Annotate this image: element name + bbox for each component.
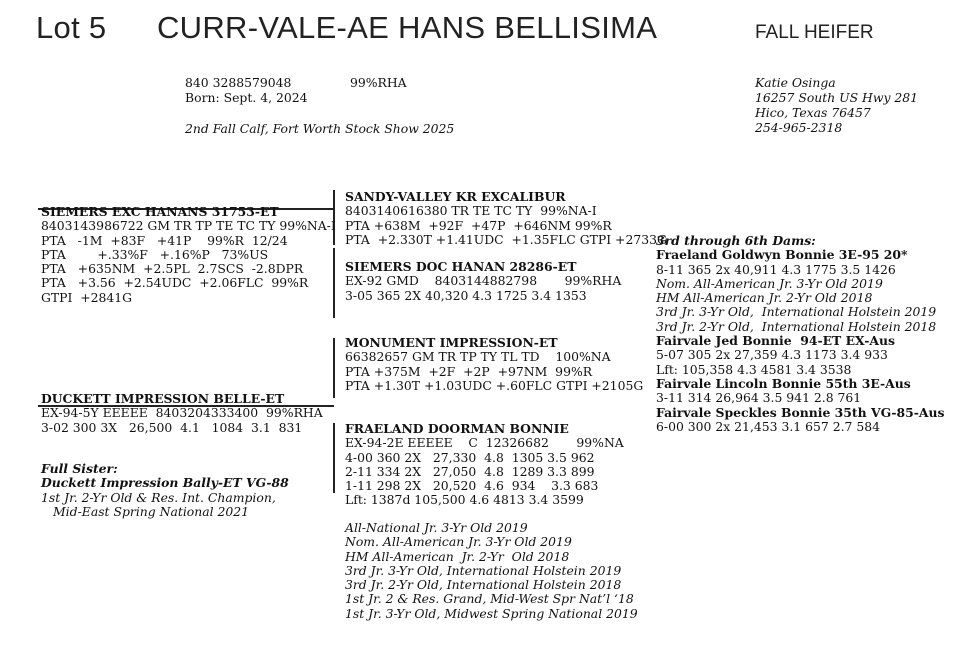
class-label: FALL HEIFER [755,22,874,43]
consignor-phone: 254-965-2318 [755,120,843,135]
dams-heading: 3rd through 6th Dams: [656,233,816,248]
honor-line: 1st Jr. 2 & Res. Grand, Mid-West Spr Nat’l ‘18 [345,591,634,607]
fourth-dam-line: Lft: 105,358 4.3 4581 3.4 3538 [656,361,852,377]
fourth-dam-line: 5-07 305 2x 27,359 4.3 1173 3.4 933 [656,347,888,363]
third-dam-honor: HM All-American Jr. 2-Yr Old 2018 [656,290,873,306]
full-sister-name: Duckett Impression Bally-ET VG-88 [41,475,289,491]
animal-id: 840 3288579048 [185,75,292,90]
honor-line: 3rd Jr. 3-Yr Old, International Holstein 2019 [345,562,622,578]
dam-sire-block [345,336,643,393]
sire-line: 8403143986722 GM TR TP TE TC TY 99%NA-I [41,218,336,234]
dam-sire-line: PTA +1.30T +1.03UDC +.60FLC GTPI +2105G [345,377,644,393]
pedigree-line-dam-lower [333,423,335,493]
fifth-dam-name: Fairvale Lincoln Bonnie 55th 3E-Aus [656,375,911,391]
consignor-address: 16257 South US Hwy 281 [755,90,919,105]
dams-3-6-block [656,234,945,434]
animal-award: 2nd Fall Calf, Fort Worth Stock Show 2025 [185,121,455,136]
sire-sire-line: PTA +2.330T +1.41UDC +1.35FLC GTPI +2733G [345,231,667,247]
dam-name: DUCKETT IMPRESSION BELLE-ET [41,391,285,406]
full-sister-label: Full Sister: [41,461,118,476]
dam-line: 3-02 300 3X 26,500 4.1 1084 3.1 831 [41,419,303,435]
sire-sire-name: SANDY-VALLEY KR EXCALIBUR [345,189,566,204]
fifth-dam-line: 3-11 314 26,964 3.5 941 2.8 761 [656,390,862,406]
dam-dam-line: 2-11 334 2X 27,050 4.8 1289 3.3 899 [345,463,595,479]
sire-dam-name: SIEMERS DOC HANAN 28286-ET [345,259,577,274]
fourth-dam-name: Fairvale Jed Bonnie 94-ET EX-Aus [656,333,895,349]
dam-sire-name: MONUMENT IMPRESSION-ET [345,335,558,350]
sire-name: SIEMERS EXC HANANS 31753-ET [41,204,279,219]
sire-sire-line: PTA +638M +92F +47P +646NM 99%R [345,217,612,233]
sixth-dam-name: Fairvale Speckles Bonnie 35th VG-85-Aus [656,404,945,420]
full-sister-line: Mid-East Spring National 2021 [53,503,250,519]
third-dam-line: 8-11 365 2x 40,911 4.3 1775 3.5 1426 [656,261,896,277]
dam-sire-line: PTA +375M +2F +2P +97NM 99%R [345,363,593,379]
dam-dam-honors [345,521,638,621]
dam-dam-line: Lft: 1387d 105,500 4.6 4813 3.4 3599 [345,492,584,508]
honor-line: HM All-American Jr. 2-Yr Old 2018 [345,548,570,564]
honor-line: 3rd Jr. 2-Yr Old, International Holstein 2018 [345,577,622,593]
third-dam-honor: 3rd Jr. 2-Yr Old, International Holstein 2018 [656,318,937,334]
sire-dam-line: EX-92 GMD 8403144882798 99%RHA [345,273,622,289]
sire-sire-line: 8403140616380 TR TE TC TY 99%NA-I [345,203,597,219]
sire-line: PTA +635NM +2.5PL 2.7SCS -2.8DPR [41,261,304,277]
animal-name: CURR-VALE-AE HANS BELLISIMA [157,10,658,45]
dam-dam-block [345,422,624,508]
dam-line: EX-94-5Y EEEEE 8403204333400 99%RHA [41,405,323,421]
dam-block [41,392,323,435]
sire-line: PTA +.33%F +.16%P 73%US [41,246,269,262]
third-dam-honor: Nom. All-American Jr. 3-Yr Old 2019 [656,275,883,291]
dam-dam-line: EX-94-2E EEEEE C 12326682 99%NA [345,435,624,451]
animal-rha: 99%RHA [350,75,407,90]
lot-number: Lot 5 [36,10,107,45]
dam-dam-line: 4-00 360 2X 27,330 4.8 1305 3.5 962 [345,449,595,465]
consignor-city: Hico, Texas 76457 [755,105,871,120]
honor-line: 1st Jr. 3-Yr Old, Midwest Spring National 2019 [345,605,638,621]
dam-dam-line: 1-11 298 2X 20,520 4.6 934 3.3 683 [345,478,599,494]
birth-date: Born: Sept. 4, 2024 [185,90,308,105]
sire-dam-block [345,260,621,303]
sixth-dam-line: 6-00 300 2x 21,453 3.1 657 2.7 584 [656,418,880,434]
pedigree-line-dam-upper [333,338,335,398]
honor-line: All-National Jr. 3-Yr Old 2019 [345,520,528,535]
third-dam-name: Fraeland Goldwyn Bonnie 3E-95 20* [656,247,908,263]
third-dam-honor: 3rd Jr. 3-Yr Old, International Holstein 2019 [656,304,937,320]
consignor-name: Katie Osinga [755,75,836,90]
honor-line: Nom. All-American Jr. 3-Yr Old 2019 [345,534,572,550]
full-sister-block [41,462,289,519]
dam-sire-line: 66382657 GM TR TP TY TL TD 100%NA [345,349,611,365]
dam-dam-name: FRAELAND DOORMAN BONNIE [345,421,569,436]
sire-dam-line: 3-05 365 2X 40,320 4.3 1725 3.4 1353 [345,287,587,303]
sire-line: PTA +3.56 +2.54UDC +2.06FLC 99%R [41,275,309,291]
full-sister-line: 1st Jr. 2-Yr Old & Res. Int. Champion, [41,489,276,505]
sire-line: GTPI +2841G [41,289,133,305]
sire-line: PTA -1M +83F +41P 99%R 12/24 [41,232,288,248]
sire-sire-block [345,190,667,247]
sire-block [41,205,336,305]
